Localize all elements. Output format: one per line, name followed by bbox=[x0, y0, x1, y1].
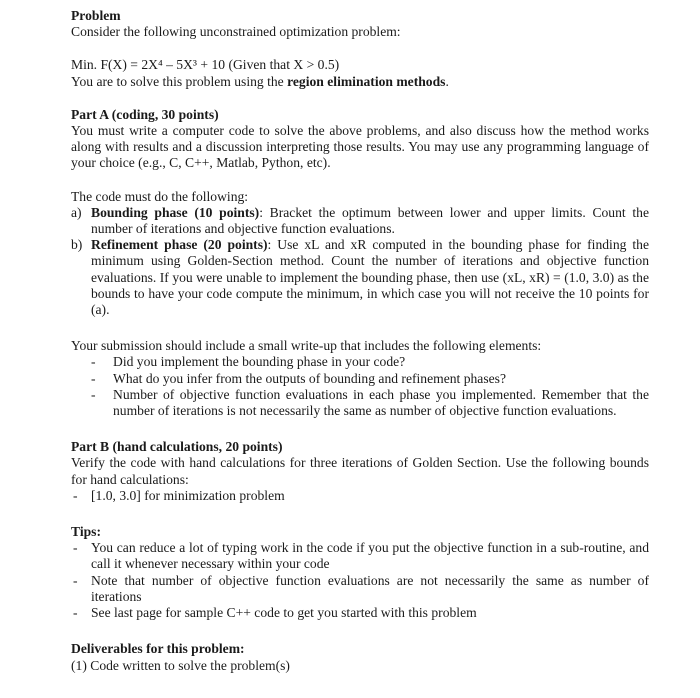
dash-bullet: - bbox=[91, 354, 96, 370]
problem-heading: Problem bbox=[71, 8, 121, 23]
list-item: - See last page for sample C++ code to get you started with this problem bbox=[73, 605, 477, 621]
dash-bullet: - bbox=[73, 487, 78, 503]
part-b-list bbox=[71, 488, 649, 504]
tips-list bbox=[71, 540, 649, 621]
part-b-description: Verify the code with hand calculations for three iterations of Golden Section. Use the following bounds for hand calculations: bbox=[71, 455, 649, 487]
list-item: - Note that number of objective function evaluations are not necessarily the same as number of iterations bbox=[73, 572, 649, 604]
method-name: region elimination methods bbox=[287, 73, 446, 89]
part-b-heading: Part B (hand calculations, 20 points) bbox=[71, 439, 283, 455]
problem-intro: Consider the following unconstrained optimization problem: bbox=[71, 24, 401, 40]
list-marker: b) bbox=[71, 237, 83, 253]
bounding-phase-title: Bounding phase (10 points) bbox=[91, 204, 260, 220]
list-item: - [1.0, 3.0] for minimization problem bbox=[73, 487, 285, 503]
part-a-description: You must write a computer code to solve the above problems, and also discuss how the method works along with results and a discussion interpreting those results. You may use any programming language of your choice (e.g., C, C++, Matlab, Python, etc). bbox=[71, 123, 649, 171]
list-marker: a) bbox=[71, 204, 82, 220]
document-page bbox=[71, 8, 649, 674]
list-item: b) Refinement phase (20 points): Use xL and xR computed in the bounding phase for finding the minimum using Golden-Section method. Count the number of iterations and objective function evaluations. If you were unable to implement the bounding phase, then use (xL, xR) = (1.0, 3.0) as the bounds to have your code compute the minimum, in which case you will not receive the 10 points for (a). bbox=[71, 237, 649, 318]
list-item: - You can reduce a lot of typing work in the code if you put the objective function in a sub-routine, and call it whenever necessary within your code bbox=[73, 540, 649, 572]
dash-bullet: - bbox=[73, 605, 78, 621]
list-item: - Number of objective function evaluations in each phase you implemented. Remember that the number of iterations is not necessarily the same as number of objective function evaluations. bbox=[91, 386, 649, 419]
deliverable-item: (1) Code written to solve the problem(s) bbox=[71, 657, 290, 673]
dash-bullet: - bbox=[73, 572, 78, 588]
list-item: - What do you infer from the outputs of bounding and refinement phases? bbox=[91, 370, 506, 386]
deliverables-heading: Deliverables for this problem: bbox=[71, 641, 245, 657]
submission-list bbox=[71, 354, 649, 419]
dash-bullet: - bbox=[91, 370, 96, 386]
objective-function: Min. F(X) = 2X⁴ – 5X³ + 10 (Given that X > 0.5) bbox=[71, 57, 340, 73]
list-item: - Did you implement the bounding phase in your code? bbox=[91, 354, 406, 370]
code-requirements-list bbox=[71, 205, 649, 318]
dash-bullet: - bbox=[91, 386, 96, 402]
refinement-phase-title: Refinement phase (20 points) bbox=[91, 237, 268, 253]
code-requirements-intro: The code must do the following: bbox=[71, 188, 249, 204]
solve-instruction: You are to solve this problem using the region elimination methods. bbox=[71, 73, 449, 89]
part-a-heading: Part A (coding, 30 points) bbox=[71, 106, 219, 122]
tips-heading: Tips: bbox=[71, 524, 101, 540]
list-item: a) Bounding phase (10 points): Bracket the optimum between lower and upper limits. Count the number of iterations and objective function evaluations. bbox=[71, 204, 649, 237]
submission-intro: Your submission should include a small write-up that includes the following elements: bbox=[71, 338, 542, 354]
dash-bullet: - bbox=[73, 540, 78, 556]
